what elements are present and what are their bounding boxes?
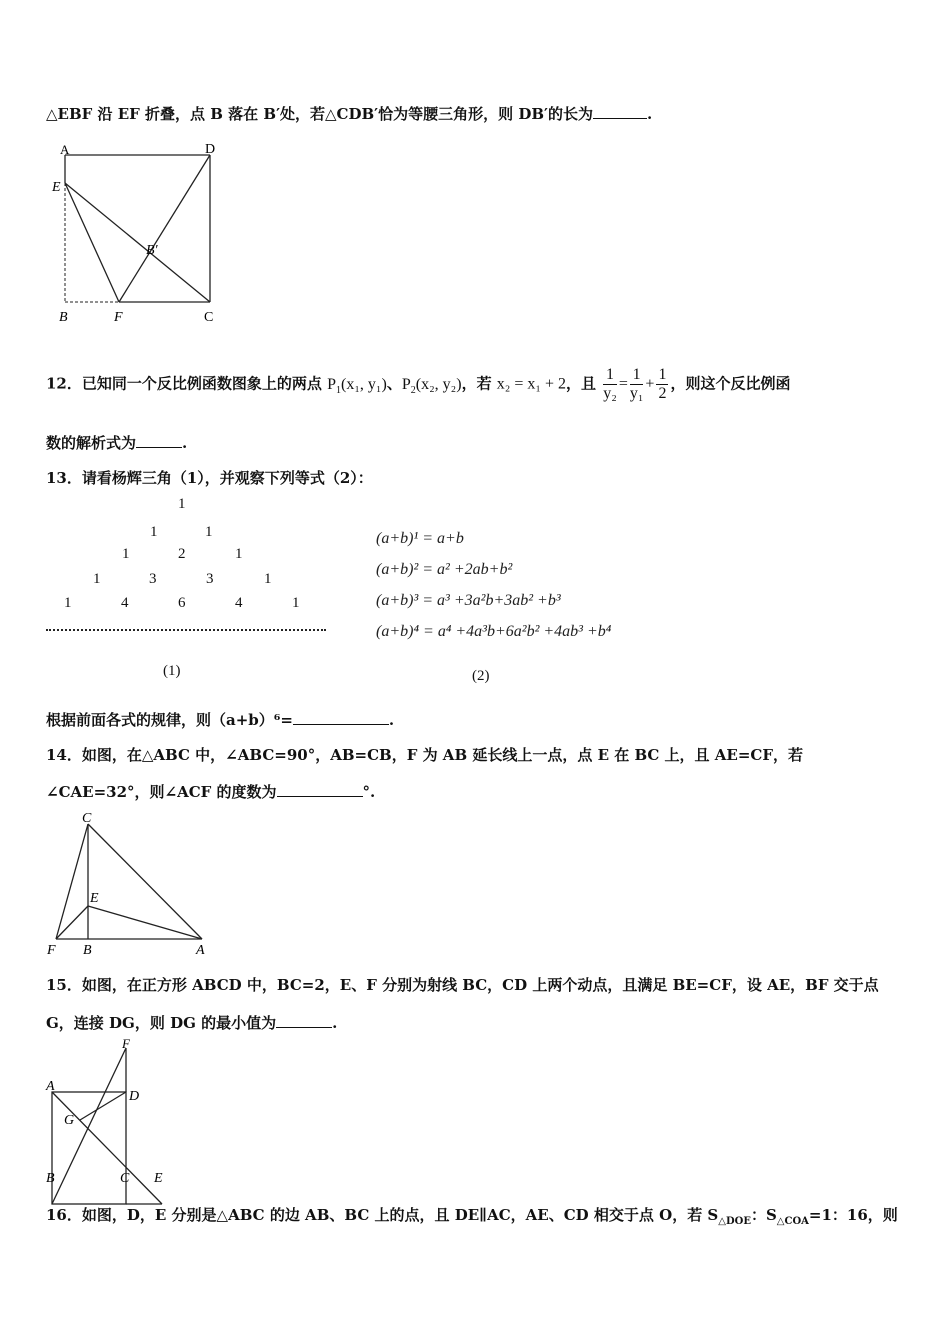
label-E: E bbox=[90, 891, 99, 906]
label-E: E bbox=[52, 180, 61, 195]
tri-cell: 1 bbox=[64, 595, 72, 611]
label-G: G bbox=[64, 1113, 75, 1128]
q12-stem-2: 数的解析式为 bbox=[46, 434, 137, 452]
tri-cell: 6 bbox=[178, 595, 186, 611]
caption-2: (2) bbox=[472, 668, 490, 684]
frac-1-over-y1: $\frac{1}{\text{y₁}}$ bbox=[629, 366, 644, 402]
tri-cell: 1 bbox=[178, 496, 186, 512]
tri-cell: 1 bbox=[93, 571, 101, 587]
label-F: F bbox=[122, 1036, 130, 1051]
q15-stem-2: G，连接 DG，则 DG 的最小值为 bbox=[46, 1014, 277, 1032]
p2-args: (x₂, y₂) bbox=[415, 375, 462, 393]
q13-ask bbox=[46, 709, 394, 730]
q16-stem: 16．如图，D，E 分别是△ABC 的边 AB、BC 上的点，且 DE∥AC，AE、CD 相交于点 O，若 S bbox=[46, 1206, 719, 1224]
q13-title: 13．请看杨辉三角（1），并观察下列等式（2）： bbox=[46, 469, 373, 487]
q14-line1: 14．如图，在△ABC 中，∠ABC=90°，AB=CB，F 为 AB 延长线上一点，点 E 在 BC 上，且 AE=CF，若 bbox=[46, 746, 804, 764]
label-C: C bbox=[204, 310, 214, 325]
label-B: B bbox=[59, 310, 68, 325]
label-C: C bbox=[120, 1171, 130, 1186]
p1-args: (x₁, y₁) bbox=[341, 375, 387, 393]
label-C: C bbox=[82, 811, 92, 826]
q11-figure bbox=[50, 138, 230, 328]
q12-sep: 、 bbox=[386, 374, 402, 393]
equation: (a+b)² = a² +2ab+b² bbox=[376, 561, 513, 578]
label-A: A bbox=[46, 1079, 55, 1094]
q15-line1: 15．如图，在正方形 ABCD 中，BC=2，E、F 分别为射线 BC，CD 上两个动点，且满足 BE=CF，设 AE，BF 交于点 bbox=[46, 976, 879, 994]
q12-cond2-lead: ，且 bbox=[566, 374, 602, 393]
q12-end: . bbox=[182, 434, 188, 452]
q11-stem: △EBF 沿 EF 折叠，点 B 落在 B′处，若△CDB′恰为等腰三角形，则 DB′的长为 bbox=[46, 105, 594, 123]
answer-blank[interactable] bbox=[136, 433, 182, 448]
q14-stem-2: ∠CAE=32°，则∠ACF 的度数为 bbox=[46, 783, 277, 801]
ellipsis-row bbox=[46, 629, 326, 631]
equation: (a+b)⁴ = a⁴ +4a³b+6a²b² +4ab³ +b⁴ bbox=[376, 623, 612, 640]
q14-figure bbox=[44, 808, 214, 958]
tri-cell: 4 bbox=[235, 595, 243, 611]
equation: (a+b)¹ = a+b bbox=[376, 530, 464, 547]
q14-end: °. bbox=[362, 783, 376, 801]
q13-end: . bbox=[388, 711, 395, 729]
tri-cell: 1 bbox=[292, 595, 300, 611]
q14-line2 bbox=[46, 781, 375, 802]
answer-blank[interactable] bbox=[277, 782, 363, 797]
q15-line2 bbox=[46, 1012, 337, 1033]
tri-cell: 1 bbox=[235, 546, 243, 562]
frac-1-over-y2: $\frac{1}{\text{y₂}}$ bbox=[603, 366, 617, 402]
tri-cell: 1 bbox=[122, 546, 130, 562]
frac-1-over-2: $\frac{1}{2}$ bbox=[658, 366, 667, 402]
label-D: D bbox=[205, 142, 216, 157]
q15-end: . bbox=[332, 1014, 338, 1032]
label-A: A bbox=[196, 943, 205, 958]
tri-cell: 3 bbox=[206, 571, 214, 587]
tri-cell: 1 bbox=[205, 524, 213, 540]
tri-cell: 2 bbox=[178, 546, 186, 562]
q12-cond1-lead: ，若 bbox=[461, 374, 497, 393]
q16-sub1: △DOE bbox=[718, 1216, 751, 1227]
label-F: F bbox=[114, 310, 123, 325]
tri-cell: 1 bbox=[150, 524, 158, 540]
answer-blank[interactable] bbox=[593, 104, 647, 119]
q12-condition-x: x₂ = x₁ + 2 bbox=[496, 375, 566, 393]
tri-cell: 1 bbox=[264, 571, 272, 587]
q13-ask-text: 根据前面各式的规律，则（a+b）⁶= bbox=[46, 711, 293, 729]
q12-prefix: 12．已知同一个反比例函数图象上的两点 bbox=[46, 374, 328, 393]
q11-text bbox=[46, 103, 652, 124]
answer-blank[interactable] bbox=[276, 1013, 332, 1028]
q16-sub2: △COA bbox=[776, 1216, 809, 1227]
p2-symbol: P bbox=[401, 375, 411, 393]
label-B-prime: B′ bbox=[146, 243, 158, 258]
answer-blank[interactable] bbox=[293, 710, 389, 725]
tri-cell: 4 bbox=[121, 595, 129, 611]
label-F: F bbox=[47, 943, 56, 958]
q12-line1: 12．已知同一个反比例函数图象上的两点 $P_1(x_1$, y₁)、$P_2(x_2$, y₂)，若 x₂ = x₁ + 2，且 $\frac{1}{\text{y₂}}$ = $\frac{1}{\text{y₁}}$ + $\frac{1}{2}$ ，则这个反比例函 bbox=[46, 366, 791, 402]
tri-cell: 3 bbox=[149, 571, 157, 587]
label-B: B bbox=[83, 943, 92, 958]
label-A: A bbox=[60, 142, 70, 157]
q16-mid: ：S bbox=[750, 1206, 777, 1224]
label-B: B bbox=[46, 1171, 55, 1186]
q12-tail: ，则这个反比例函 bbox=[670, 374, 791, 393]
label-D: D bbox=[129, 1089, 140, 1104]
q12-line2 bbox=[46, 432, 187, 453]
q11-end: . bbox=[647, 105, 653, 123]
equation: (a+b)³ = a³ +3a²b+3ab² +b³ bbox=[376, 592, 561, 609]
label-E: E bbox=[154, 1171, 163, 1186]
q15-figure bbox=[42, 1038, 172, 1188]
q16-tail: =1：16，则 bbox=[808, 1206, 898, 1224]
q16-text bbox=[46, 1204, 898, 1227]
p1-symbol: P bbox=[327, 375, 337, 393]
caption-1: (1) bbox=[163, 663, 181, 679]
